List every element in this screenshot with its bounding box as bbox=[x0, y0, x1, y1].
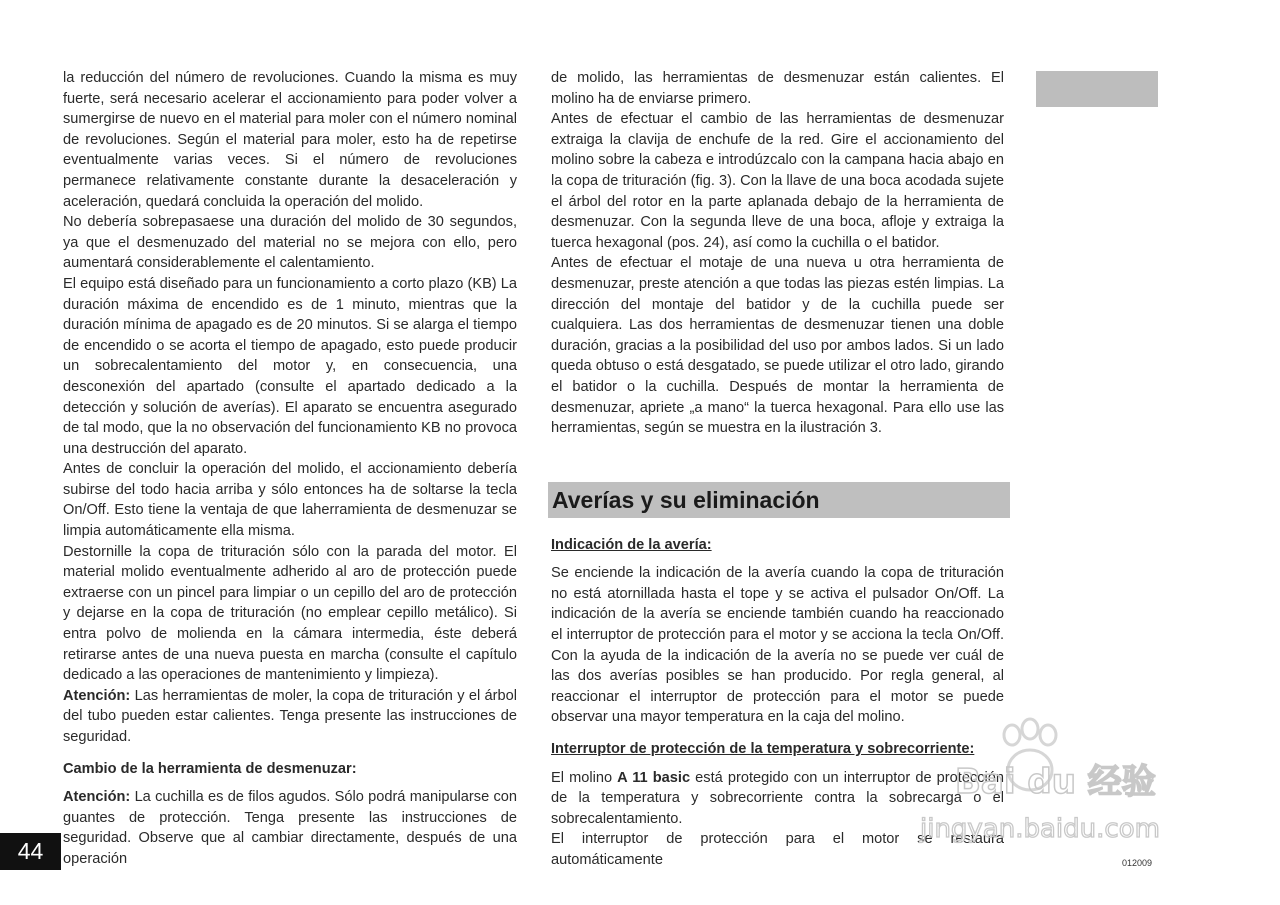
paragraph: Antes de efectuar el motaje de una nueva u otra herramienta de desmenuzar, preste atención a que todas las piezas estén limpias. La dirección del montaje del batidor y de la cuchilla puede ser cualquiera. Las dos herramientas de desmenuzar tienen una doble duración, gracias a la posibilidad del uso por ambos lados. Si un lado queda obtuso o está desgatado, se puede utilizar el otro lado, girando el batidor o la cuchilla. Después de montar la herramienta de desmenuzar, apriete „a mano“ la tuerca hexagonal. Para ello use las herramientas, según se muestra en la ilustración 3. bbox=[551, 255, 1004, 437]
watermark-logo-text: Bai du 经验 bbox=[955, 762, 1156, 802]
warning-label: Atención: bbox=[63, 687, 131, 704]
watermark-url: jingyan.baidu.com bbox=[920, 814, 1160, 844]
subheading-fault-indicator: Indicación de la avería: bbox=[551, 536, 712, 553]
warning-text: Las herramientas de moler, la copa de trituración y el árbol del tubo pueden estar calientes. Tenga presente las instrucciones de seguridad. bbox=[63, 687, 517, 745]
warning-text: La cuchilla es de filos agudos. Sólo podrá manipularse con guantes de protección. Tenga presente las instrucciones de seguridad. Observe que al cambiar directamente, después de una operación bbox=[63, 789, 517, 867]
subheading-overcurrent-protection: Interruptor de protección de la temperatura y sobrecorriente: bbox=[551, 741, 975, 758]
paragraph: Antes de efectuar el cambio de las herramientas de desmenuzar extraiga la clavija de enchufe de la red. Gire el accionamiento del molino sobre la cabeza e introdúzcalo con la campana hacia abajo en la copa de trituración (fig. 3). Con la llave de una boca acodada sujete el árbol del rotor en la parte aplanada debajo de la herramienta de desmenuzar. Con la segunda lleve de una boca, afloje y extraiga la tuerca hexagonal (pos. 24), así como la cuchilla o el batidor. bbox=[551, 111, 1004, 251]
text-run: está protegido con un interruptor de protección de la temperatura y sobrecorriente contra la sobrecarga o el sobrecalentamiento. bbox=[551, 769, 1005, 827]
warning-paragraph bbox=[63, 787, 517, 869]
paragraph: Destornille la copa de trituración sólo con la parada del motor. El material molido eventualmente adherido al aro de protección puede extraerse con un pincel para limpiar o un cepillo del aro de protección y dejarse en la copa de trituración (no emplear cepillo metálico). Si entra polvo de molienda en la cámara intermedia, éste deberá retirarse antes de una nueva puesta en marcha (consulte el capítulo dedicado a las operaciones de mantenimiento y limpieza). bbox=[63, 543, 517, 684]
model-name: A 11 basic bbox=[617, 769, 691, 786]
section-heading: Averías y su eliminación bbox=[548, 482, 1010, 518]
subheading-tool-change: Cambio de la herramienta de desmenuzar: bbox=[63, 760, 357, 777]
paragraph: El interruptor de protección para el motor se restaura automáticamente bbox=[551, 831, 1004, 868]
chapter-tab bbox=[1036, 71, 1158, 107]
document-code: 012009 bbox=[1122, 858, 1153, 868]
paragraph: Antes de concluir la operación del molido, el accionamiento debería subirse del todo hacia arriba y sólo entonces ha de soltarse la tecla On/Off. Esto tiene la ventaja de que laherramienta de desmenuzar se limpia automáticamente ella misma. bbox=[63, 461, 517, 540]
paragraph: Se enciende la indicación de la avería cuando la copa de trituración no está atornillada hasta el tope y se activa el pulsador On/Off. La indicación de la avería se enciende también cuando ha reaccionado el interruptor de protección para el motor y se acciona la tecla On/Off. Con la ayuda de la indicación de la avería no se puede ver cuál de las dos averías posibles se han producido. Por regla general, al reaccionar el interruptor de protección para el motor se puede observar una mayor temperatura en la caja del molino. bbox=[551, 565, 1004, 726]
paragraph: la reducción del número de revoluciones. Cuando la misma es muy fuerte, será necesario acelerar el accionamiento para poder volver a sumergirse de nuevo en el material para moler con el número nominal de revoluciones. Según el material para moler, esto ha de repetirse eventualmente varias veces. Si el número de revoluciones permanece relativamente constante durante la desaceleración y aceleración, quedará concluida la operación del molido. bbox=[63, 70, 517, 210]
right-text-column bbox=[551, 68, 1004, 871]
paragraph: No debería sobrepasaese una duración del molido de 30 segundos, ya que el desmenuzado del material no se mejora con ello, pero aumentará considerablemente el calentamiento. bbox=[63, 214, 517, 272]
paragraph: de molido, las herramientas de desmenuzar están calientes. El molino ha de enviarse primero. bbox=[551, 70, 1004, 107]
warning-paragraph bbox=[63, 686, 517, 748]
page-number: 44 bbox=[0, 833, 61, 870]
warning-label: Atención: bbox=[63, 789, 131, 806]
paragraph bbox=[551, 768, 1004, 830]
paragraph: El equipo está diseñado para un funcionamiento a corto plazo (KB) La duración máxima de encendido es de 1 minuto, mientras que la duración mínima de apagado es de 20 minutos. Si se alarga el tiempo de encendido o se acorta el tiempo de apagado, esto puede producir un sobrecalentamiento del motor y, en consecuencia, una desconexión del apartado (consulte el apartado dedicado a la detección y solución de averías). El aparato se encuentra asegurado de tal modo, que la no observación del funcionamiento KB no provoca una destrucción del aparato. bbox=[63, 275, 517, 457]
left-text-column bbox=[63, 68, 517, 870]
text-run: El molino bbox=[551, 769, 618, 786]
